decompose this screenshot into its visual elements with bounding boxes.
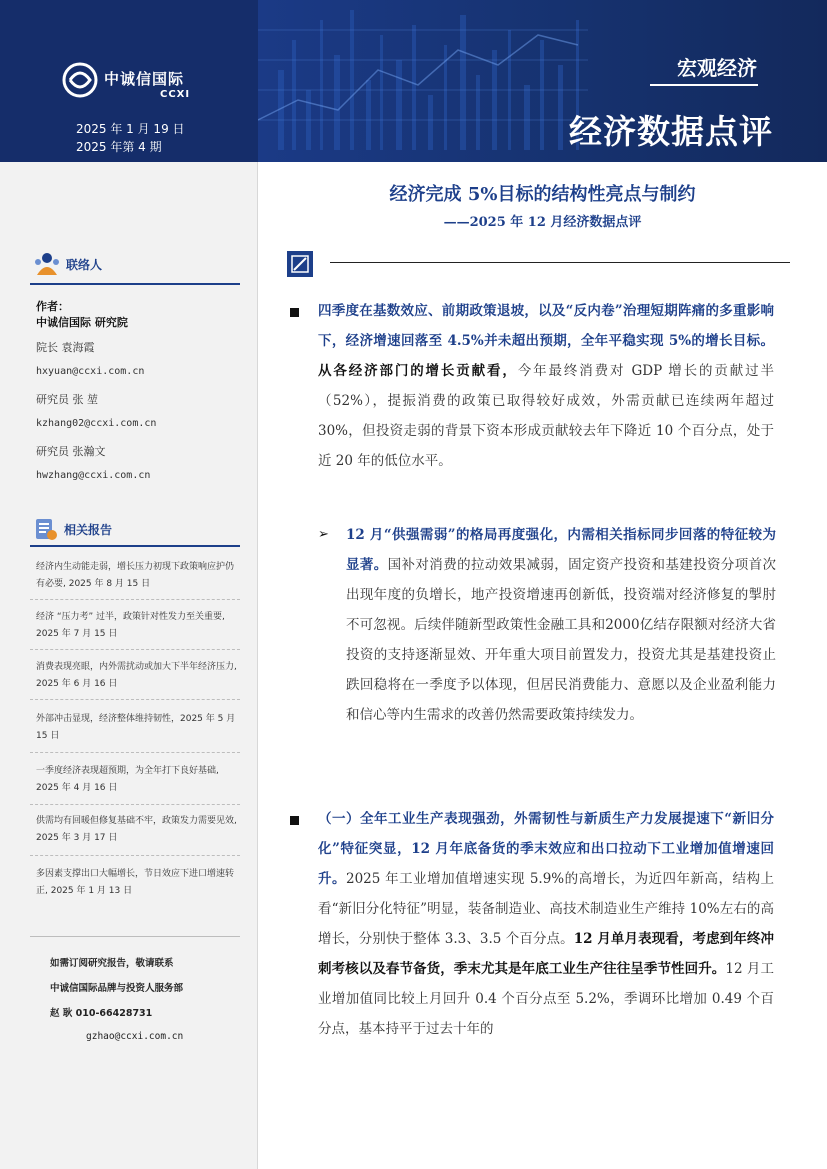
paragraph-2: [346, 520, 776, 730]
report-subtitle: ——2025 年 12 月经济数据点评: [443, 215, 642, 230]
paragraph-1: [318, 296, 774, 476]
related-report-4[interactable]: 外部冲击显现，经济整体维持韧性，2025 年 5 月 15 日: [36, 714, 236, 741]
related-heading: [34, 516, 112, 542]
paragraph-1-text: 今年最终消费对 GDP 增长的贡献过半（52%），提振消费的政策已取得较好成效，外需贡献已连续两年超过 30%，但投资走弱的背景下资本形成贡献较去年下降近 10 个百分点，处于近 20 年的低位水平。: [318, 363, 774, 469]
author-1-email[interactable]: hxyuan@ccxi.com.cn: [36, 366, 145, 377]
section-icon: [286, 250, 314, 278]
logo-text-cn: 中诚信国际: [104, 70, 185, 88]
arrow-bullet-icon: ➢: [318, 527, 329, 542]
contacts-rule: [30, 283, 240, 285]
header-banner: [0, 0, 827, 162]
related-heading-label: 相关报告: [64, 522, 113, 537]
paragraph-1-highlight: 四季度在基数效应、前期政策退坡，以及“反内卷”治理短期阵痛的多重影响下，经济增速回落至 4.5%并未超出预期，全年平稳实现 5%的增长目标。: [318, 303, 774, 349]
paragraph-3-bold: 12 月单月表现看，考虑到年终冲刺考核以及春节备货，季末尤其是年底工业生产往往呈季节性回升。: [318, 931, 774, 977]
related-separator: [30, 804, 240, 805]
related-report-2[interactable]: 经济 “压力考” 过半，政策针对性发力至关重要, 2025 年 7 月 15 日: [36, 612, 225, 639]
square-bullet: [290, 816, 299, 825]
paragraph-3-text-1: 2025 年工业增加值增速实现 5.9%的高增长，为近四年新高，结构上看“新旧分化特征”明显，装备制造业、高技术制造业生产维持 10%左右的高增长，分别快于整体 3.3、3.5 个百分点。: [318, 871, 774, 947]
author-1-name: 院长 袁海霞: [36, 341, 95, 354]
author-3-name: 研究员 张瀚文: [36, 445, 106, 458]
category-underline: [650, 84, 758, 86]
related-report-3[interactable]: 消费表现亮眼，内外需扰动或加大下半年经济压力, 2025 年 6 月 16 日: [36, 662, 237, 689]
service-dept: 中诚信国际品牌与投资人服务部: [50, 983, 184, 994]
author-label: 作者：: [36, 300, 69, 313]
logo-text-en: CCXI: [160, 89, 191, 100]
subscribe-note: 如需订阅研究报告，敬请联系: [50, 958, 174, 969]
contacts-heading: [34, 252, 102, 276]
related-separator: [30, 649, 240, 650]
service-contact: 赵 耿 010-66428731: [50, 1008, 153, 1019]
author-2-email[interactable]: kzhang02@ccxi.com.cn: [36, 418, 157, 429]
contacts-heading-label: 联络人: [66, 257, 103, 272]
related-report-1[interactable]: 经济内生动能走弱，增长压力初现下政策响应护仍有必要, 2025 年 8 月 15 日: [36, 562, 235, 589]
paragraph-2-highlight: 12 月“供强需弱”的格局再度强化，内需相关指标同步回落的特征较为显著。: [346, 527, 776, 573]
section-rule: [330, 262, 790, 263]
square-bullet: [290, 308, 299, 317]
author-2-name: 研究员 张 堃: [36, 393, 98, 406]
service-email[interactable]: gzhao@ccxi.com.cn: [86, 1031, 184, 1042]
contacts-icon: [34, 252, 60, 276]
report-title: 经济完成 5%目标的结构性亮点与制约: [389, 184, 696, 205]
related-separator: [30, 699, 240, 700]
author-3-email[interactable]: hwzhang@ccxi.com.cn: [36, 470, 151, 481]
related-separator: [30, 599, 240, 600]
paragraph-3: [318, 804, 774, 1044]
related-rule: [30, 545, 240, 547]
report-issue: 2025 年第 4 期: [76, 140, 162, 154]
paragraph-3-text-2: 12 月工业增加值同比较上月回升 0.4 个百分点至 5.2%，季调环比增加 0.49 个百分点，基本持平于过去十年的: [318, 961, 774, 1037]
related-report-7[interactable]: 多因素支撑出口大幅增长，节日效应下进口增速转正, 2025 年 1 月 13 日: [36, 869, 235, 896]
paragraph-1-bold: 从各经济部门的增长贡献看，: [318, 363, 518, 379]
report-type: 经济数据点评: [569, 112, 773, 151]
report-date: 2025 年 1 月 19 日: [76, 122, 185, 136]
related-report-6[interactable]: 供需均有回暖但修复基础不牢，政策发力需要见效, 2025 年 3 月 17 日: [36, 816, 237, 843]
related-separator: [30, 855, 240, 856]
paragraph-3-highlight: （一）全年工业生产表现强劲，外需韧性与新质生产力发展提速下“新旧分化”特征突显，12 月年底备货的季末效应和出口拉动下工业增加值增速回升。: [318, 811, 774, 887]
paragraph-2-text: 国补对消费的拉动效果减弱，固定资产投资和基建投资分项首次出现年度的负增长，地产投资增速再创新低，投资端对经济修复的掣肘不可忽视。后续伴随新型政策性金融工具和2000亿结存限额对经济大省投资的支持逐渐显效、开年重大项目前置发力，投资尤其是基建投资止跌回稳将在一季度予以体现，但居民消费能力、意愿以及企业盈利能力和信心等内生需求的改善仍然需要政策持续发力。: [346, 557, 777, 723]
contact-rule: [30, 936, 240, 937]
related-reports-icon: [34, 516, 58, 542]
related-report-5[interactable]: 一季度经济表现超预期，为全年打下良好基础, 2025 年 4 月 16 日: [36, 766, 219, 793]
related-separator: [30, 752, 240, 753]
institute-name: 中诚信国际 研究院: [36, 316, 128, 329]
report-category: 宏观经济: [677, 56, 757, 80]
